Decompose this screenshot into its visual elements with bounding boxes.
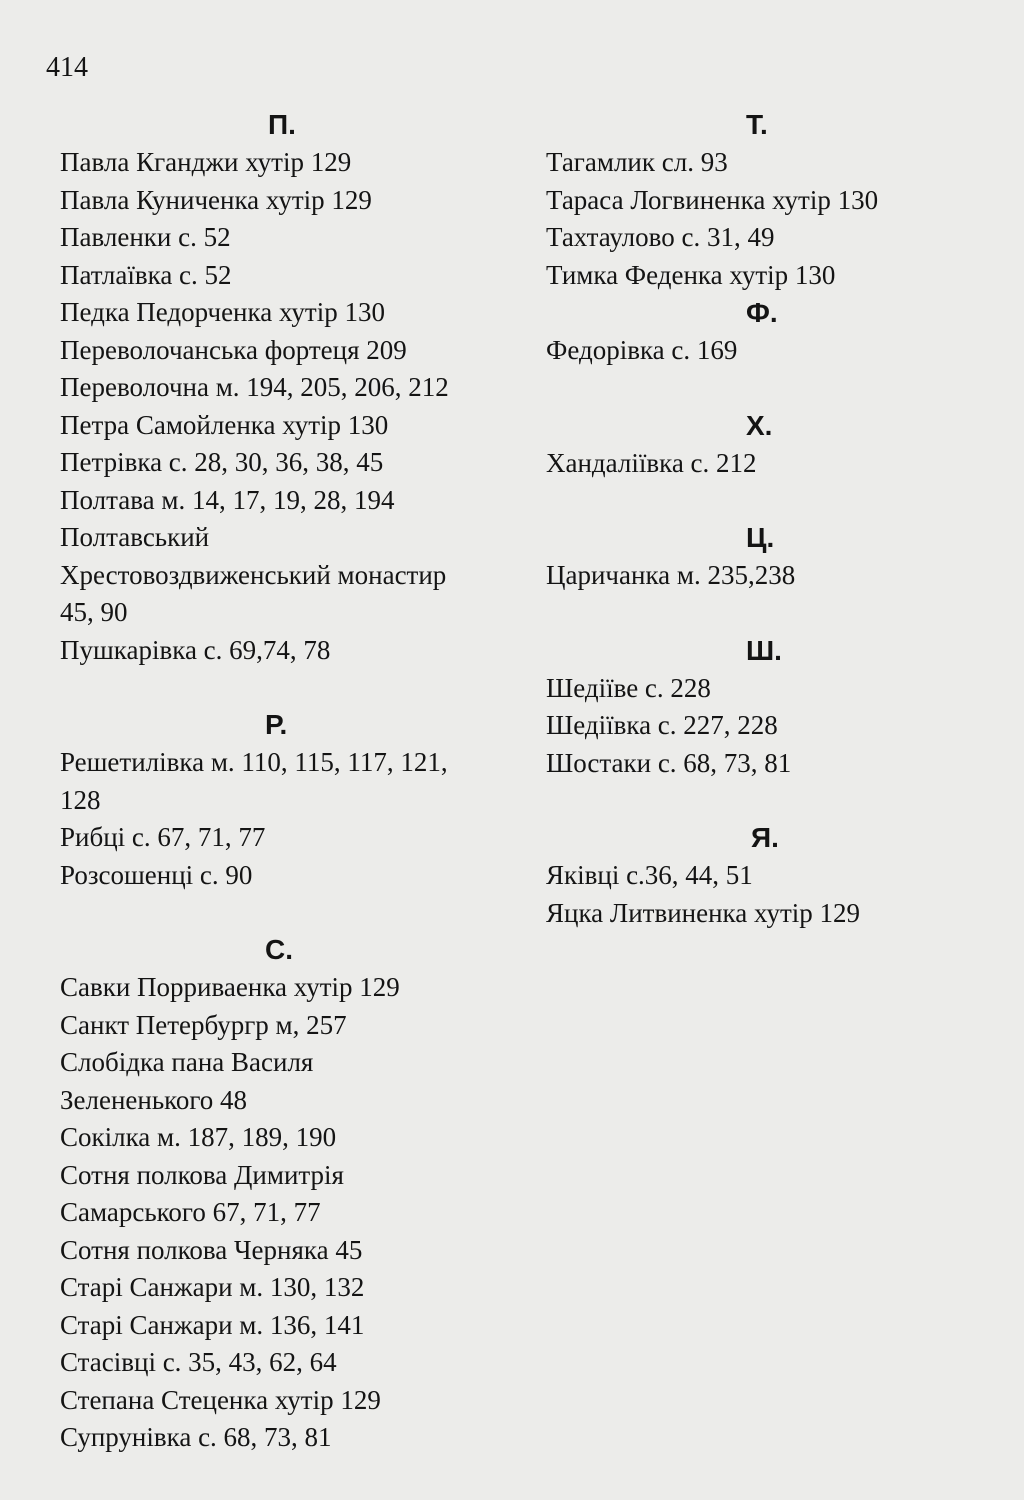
index-column-left [60,106,515,1457]
index-entry: Сотня полкова Черняка 45 [60,1234,363,1265]
index-entry: Федорівка с. 169 [546,335,738,365]
index-entry: Тахтаулово с. 31, 49 [546,222,775,252]
index-column-right [546,106,1001,932]
section-letter: С. [265,934,293,965]
index-entry: Хрестовоздвиженський монастир [60,559,447,590]
section-letter: Х. [746,409,773,441]
index-entry: Шедіївка с. 227, 228 [546,710,778,740]
index-entry: Педка Педорченка хутір 130 [60,297,385,327]
index-entry: Павла Куниченка хутір 129 [60,184,372,215]
index-entry: Сокілка м. 187, 189, 190 [60,1122,337,1152]
index-entry: 45, 90 [60,597,128,627]
index-entry: 128 [60,784,101,815]
index-entry: Санкт Петербургр м, 257 [60,1009,347,1040]
index-entry: Зелененького 48 [60,1084,248,1115]
index-entry: Царичанка м. 235,238 [546,560,796,590]
page-number: 414 [46,52,88,83]
index-entry: Старі Санжари м. 130, 132 [60,1272,365,1302]
index-entry: Петрівка с. 28, 30, 36, 38, 45 [60,447,384,477]
section-spacer [546,370,1001,407]
index-entry: Рибці с. 67, 71, 77 [60,822,266,852]
index-entry: Тимка Феденка хутір 130 [546,259,836,290]
index-entry: Пушкарівка с. 69,74, 78 [60,634,331,665]
section-letter: Ф. [746,297,778,328]
section-spacer [546,595,1001,632]
index-entry: Полтавський [60,522,210,552]
index-entry: Шедіїве с. 228 [546,672,711,703]
section-letter: Я. [751,822,779,853]
section-letter: Ш. [746,634,782,666]
index-entry: Степана Стеценка хутір 129 [60,1384,381,1415]
index-entry: Слобідка пана Василя [60,1047,314,1077]
index-entry: Самарського 67, 71, 77 [60,1197,321,1227]
index-entry: Яківці с.36, 44, 51 [546,860,753,890]
section-letter: П. [268,109,296,140]
index-entry: Супрунівка с. 68, 73, 81 [60,1422,332,1452]
index-entry: Шостаки с. 68, 73, 81 [546,747,792,778]
index-entry: Сотня полкова Димитрія [60,1159,344,1190]
section-letter: Ц. [746,522,775,553]
section-spacer [60,894,515,931]
section-spacer [546,782,1001,819]
index-entry: Полтава м. 14, 17, 19, 28, 194 [60,484,395,515]
index-entry: Тараса Логвиненка хутір 130 [546,184,879,215]
section-spacer [60,669,515,706]
section-spacer [546,482,1001,519]
index-entry: Решетилівка м. 110, 115, 117, 121, [60,747,448,777]
section-letter: Р. [265,709,288,740]
index-entry: Переволочанська фортеця 209 [60,334,407,365]
index-entry: Патлаївка с. 52 [60,259,232,290]
index-entry: Петра Самойленка хутір 130 [60,409,389,440]
index-entry: Стасівці с. 35, 43, 62, 64 [60,1347,337,1377]
index-entry: Старі Санжари м. 136, 141 [60,1309,365,1340]
index-entry: Павла Кганджи хутір 129 [60,147,352,177]
index-entry: Розсошенці с. 90 [60,859,253,890]
index-entry: Хандаліївка с. 212 [546,447,757,478]
index-entry: Переволочна м. 194, 205, 206, 212 [60,372,449,402]
section-letter: Т. [746,109,768,140]
index-entry: Савки Порриваенка хутір 129 [60,972,400,1002]
index-entry: Яцка Литвиненка хутір 129 [546,897,861,928]
index-entry: Павленки с. 52 [60,222,231,252]
index-entry: Тагамлик сл. 93 [546,147,728,177]
